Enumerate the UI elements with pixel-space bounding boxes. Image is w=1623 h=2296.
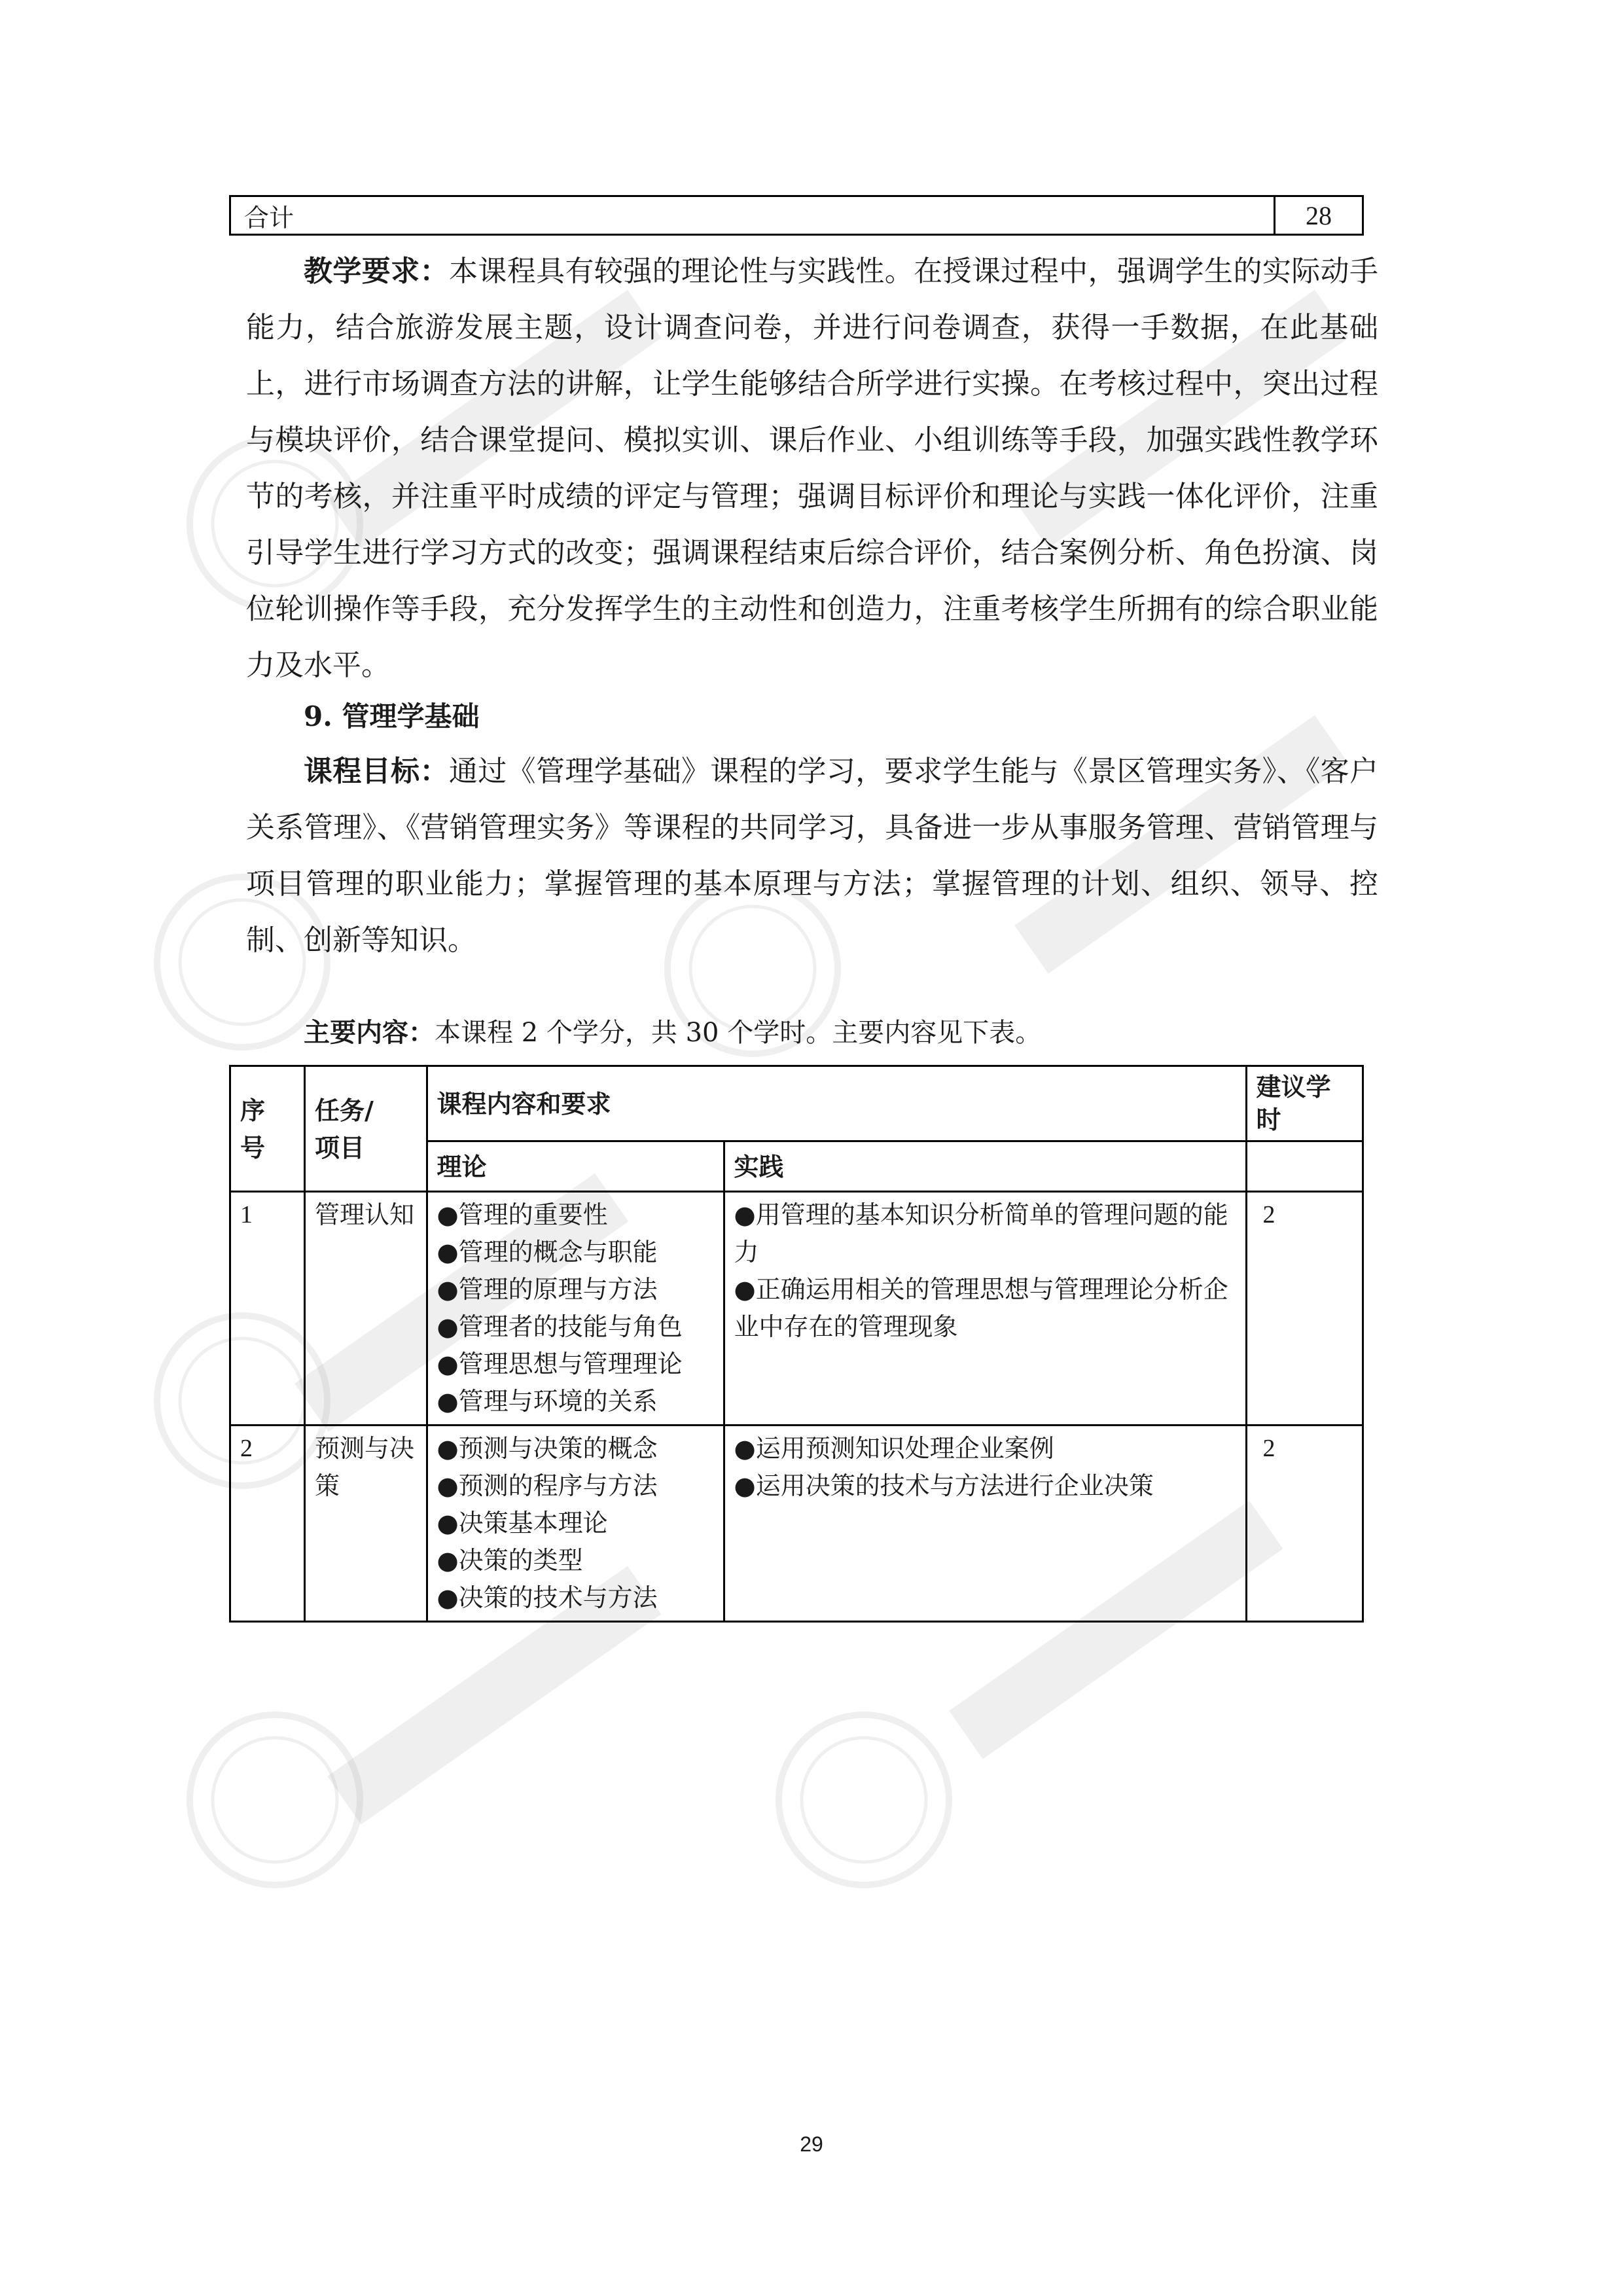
row-hours: 2 (1246, 1426, 1363, 1622)
theory-item: ●决策的类型 (437, 1546, 583, 1575)
teaching-requirements-label: 教学要求： (304, 255, 449, 288)
main-content-intro (304, 1012, 1041, 1049)
practice-item: ●正确运用相关的管理思想与管理理论分析企业中存在的管理现象 (734, 1275, 1228, 1341)
header-task (304, 1066, 427, 1192)
row-practice (724, 1192, 1246, 1426)
row-hours: 2 (1246, 1192, 1363, 1426)
row-task: 预测与决策 (304, 1426, 427, 1622)
theory-item: ●管理与环境的关系 (437, 1387, 658, 1416)
row-no: 2 (230, 1426, 305, 1622)
table-header-row (230, 1066, 1363, 1141)
header-theory: 理论 (427, 1141, 724, 1192)
theory-item: ●管理者的技能与角色 (437, 1312, 683, 1341)
summary-value: 28 (1275, 196, 1363, 235)
theory-item: ●决策基本理论 (437, 1509, 608, 1537)
summary-row (230, 196, 1363, 235)
main-content-text: 本课程 2 个学分，共 30 个学时。主要内容见下表。 (435, 1018, 1042, 1048)
header-practice: 实践 (724, 1141, 1246, 1192)
course-goal-label: 课程目标： (304, 755, 449, 788)
course-goal-text: 通过《管理学基础》课程的学习，要求学生能与《景区管理实务》、《客户关系管理》、《营销管理实务》等课程的共同学习，具备进一步从事服务管理、营销管理与项目管理的职业能力；掌握管理的基本原理与方法；掌握管理的计划、组织、领导、控制、创新等知识。 (246, 755, 1379, 957)
theory-item: ●管理思想与管理理论 (437, 1350, 683, 1378)
header-task-line2: 项目 (314, 1132, 365, 1162)
course-goal-paragraph (246, 744, 1378, 969)
section-heading: 9. 管理学基础 (304, 700, 480, 732)
teaching-requirements-paragraph (246, 243, 1378, 694)
row-no: 1 (230, 1192, 305, 1426)
practice-item: ●用管理的基本知识分析简单的管理问题的能力 (734, 1200, 1228, 1266)
table-row (230, 1426, 1363, 1622)
header-content: 课程内容和要求 (427, 1066, 1246, 1141)
theory-item: ●决策的技术与方法 (437, 1583, 658, 1612)
page-number: 29 (800, 2132, 823, 2156)
summary-table (229, 195, 1364, 236)
theory-item: ●预测的程序与方法 (437, 1471, 658, 1500)
row-theory (427, 1426, 724, 1622)
header-task-line1: 任务/ (314, 1095, 374, 1125)
main-content-label: 主要内容： (304, 1017, 435, 1048)
practice-item: ●运用决策的技术与方法进行企业决策 (734, 1471, 1154, 1500)
row-theory (427, 1192, 724, 1426)
header-hours-blank (1246, 1141, 1363, 1192)
theory-item: ●管理的重要性 (437, 1200, 608, 1229)
row-task: 管理认知 (304, 1192, 427, 1426)
theory-item: ●管理的原理与方法 (437, 1275, 658, 1304)
row-practice (724, 1426, 1246, 1622)
summary-label: 合计 (230, 196, 1275, 235)
theory-item: ●管理的概念与职能 (437, 1238, 658, 1266)
practice-item: ●运用预测知识处理企业案例 (734, 1434, 1054, 1463)
header-no-line1: 序 (240, 1095, 266, 1125)
table-row (230, 1192, 1363, 1426)
header-no (230, 1066, 305, 1192)
course-content-table (229, 1065, 1364, 1623)
theory-item: ●预测与决策的概念 (437, 1434, 658, 1463)
watermark-seal-center-low (766, 1702, 962, 1898)
header-hours: 建议学时 (1246, 1066, 1363, 1141)
watermark-seal-left-bottom (177, 1702, 373, 1898)
teaching-requirements-text: 本课程具有较强的理论性与实践性。在授课过程中，强调学生的实际动手能力，结合旅游发展主题，设计调查问卷，并进行问卷调查，获得一手数据，在此基础上，进行市场调查方法的讲解，让学生能够结合所学进行实操。在考核过程中，突出过程与模块评价，结合课堂提问、模拟实训、课后作业、小组训练等手段，加强实践性教学环节的考核，并注重平时成绩的评定与管理；强调目标评价和理论与实践一体化评价，注重引导学生进行学习方式的改变；强调课程结束后综合评价，结合案例分析、角色扮演、岗位轮训操作等手段，充分发挥学生的主动性和创造力，注重考核学生所拥有的综合职业能力及水平。 (246, 255, 1379, 682)
header-no-line2: 号 (240, 1132, 266, 1162)
